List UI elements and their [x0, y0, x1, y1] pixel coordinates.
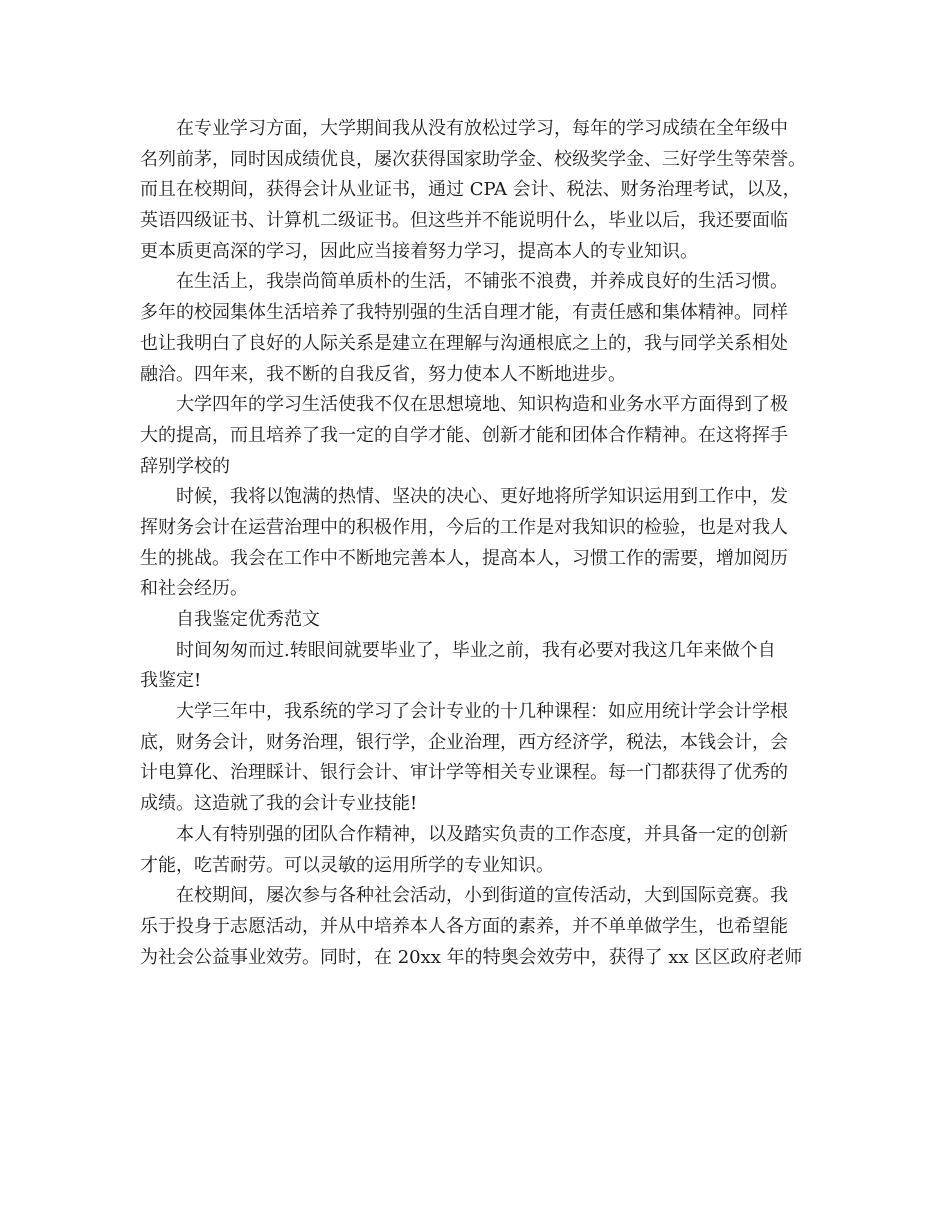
text-line: 本人有特别强的团队合作精神，以及踏实负责的工作态度，并具备一定的创新 — [176, 823, 788, 845]
text-line: 挥财务会计在运营治理中的积极作用，今后的工作是对我知识的检验，也是对我人 — [140, 516, 788, 538]
text-line: 乐于投身于志愿活动，并从中培养本人各方面的素养，并不单单做学生，也希望能 — [140, 915, 788, 937]
text-line: 在校期间，屡次参与各种社会活动，小到街道的宣传活动，大到国际竞赛。我 — [176, 885, 788, 907]
text-line: 在专业学习方面，大学期间我从没有放松过学习，每年的学习成绩在全年级中 — [176, 118, 788, 139]
text-line: 辞别学校的 — [140, 455, 230, 477]
text-line: 时间匆匆而过.转眼间就要毕业了，毕业之前，我有必要对我这几年来做个自 — [176, 639, 776, 661]
text-line: 英语四级证书、计算机二级证书。但这些并不能说明什么，毕业以后，我还要面临 — [140, 210, 788, 232]
text-line: 为社会公益事业效劳。同时，在 20xx 年的特奥会效劳中，获得了 xx 区区政府老师 — [140, 946, 803, 968]
text-line: 大学三年中，我系统的学习了会计专业的十几种课程：如应用统计学会计学根 — [176, 701, 788, 723]
text-line: 大学四年的学习生活使我不仅在思想境地、知识构造和业务水平方面得到了极 — [176, 394, 788, 416]
text-line: 时候，我将以饱满的热情、坚决的决心、更好地将所学知识运用到工作中，发 — [176, 486, 788, 508]
text-line: 生的挑战。我会在工作中不断地完善本人，提高本人，习惯工作的需要，增加阅历 — [140, 547, 788, 569]
text-line: 自我鉴定优秀范文 — [176, 609, 320, 630]
text-line: 大的提高，而且培养了我一定的自学才能、创新才能和团体合作精神。在这将挥手 — [140, 424, 788, 446]
text-line: 和社会经历。 — [140, 578, 248, 600]
text-line: 底，财务会计，财务治理，银行学，企业治理，西方经济学，税法，本钱会计，会 — [140, 731, 788, 753]
text-line: 融洽。四年来，我不断的自我反省，努力使本人不断地进步。 — [140, 363, 626, 385]
text-line: 计电算化、治理睬计、银行会计、审计学等相关专业课程。每一门都获得了优秀的 — [140, 762, 788, 784]
text-line: 名列前茅，同时因成绩优良，屡次获得国家助学金、校级奖学金、三好学生等荣誉。 — [140, 148, 806, 170]
text-line: 我鉴定! — [140, 670, 202, 692]
text-line: 多年的校园集体生活培养了我特别强的生活自理才能，有责任感和集体精神。同样 — [140, 302, 788, 324]
text-line: 更本质更高深的学习，因此应当接着努力学习，提高本人的专业知识。 — [140, 240, 698, 262]
text-line: 才能，吃苦耐劳。可以灵敏的运用所学的专业知识。 — [140, 854, 554, 876]
text-line: 在生活上，我崇尚简单质朴的生活，不铺张不浪费，并养成良好的生活习惯。 — [176, 271, 788, 293]
text-line: 而且在校期间，获得会计从业证书，通过 CPA 会计、税法、财务治理考试，以及， — [140, 179, 801, 201]
document-body — [140, 114, 830, 973]
text-line: 成绩。这造就了我的会计专业技能! — [140, 793, 418, 815]
text-line: 也让我明白了良好的人际关系是建立在理解与沟通根底之上的，我与同学关系相处 — [140, 332, 788, 354]
